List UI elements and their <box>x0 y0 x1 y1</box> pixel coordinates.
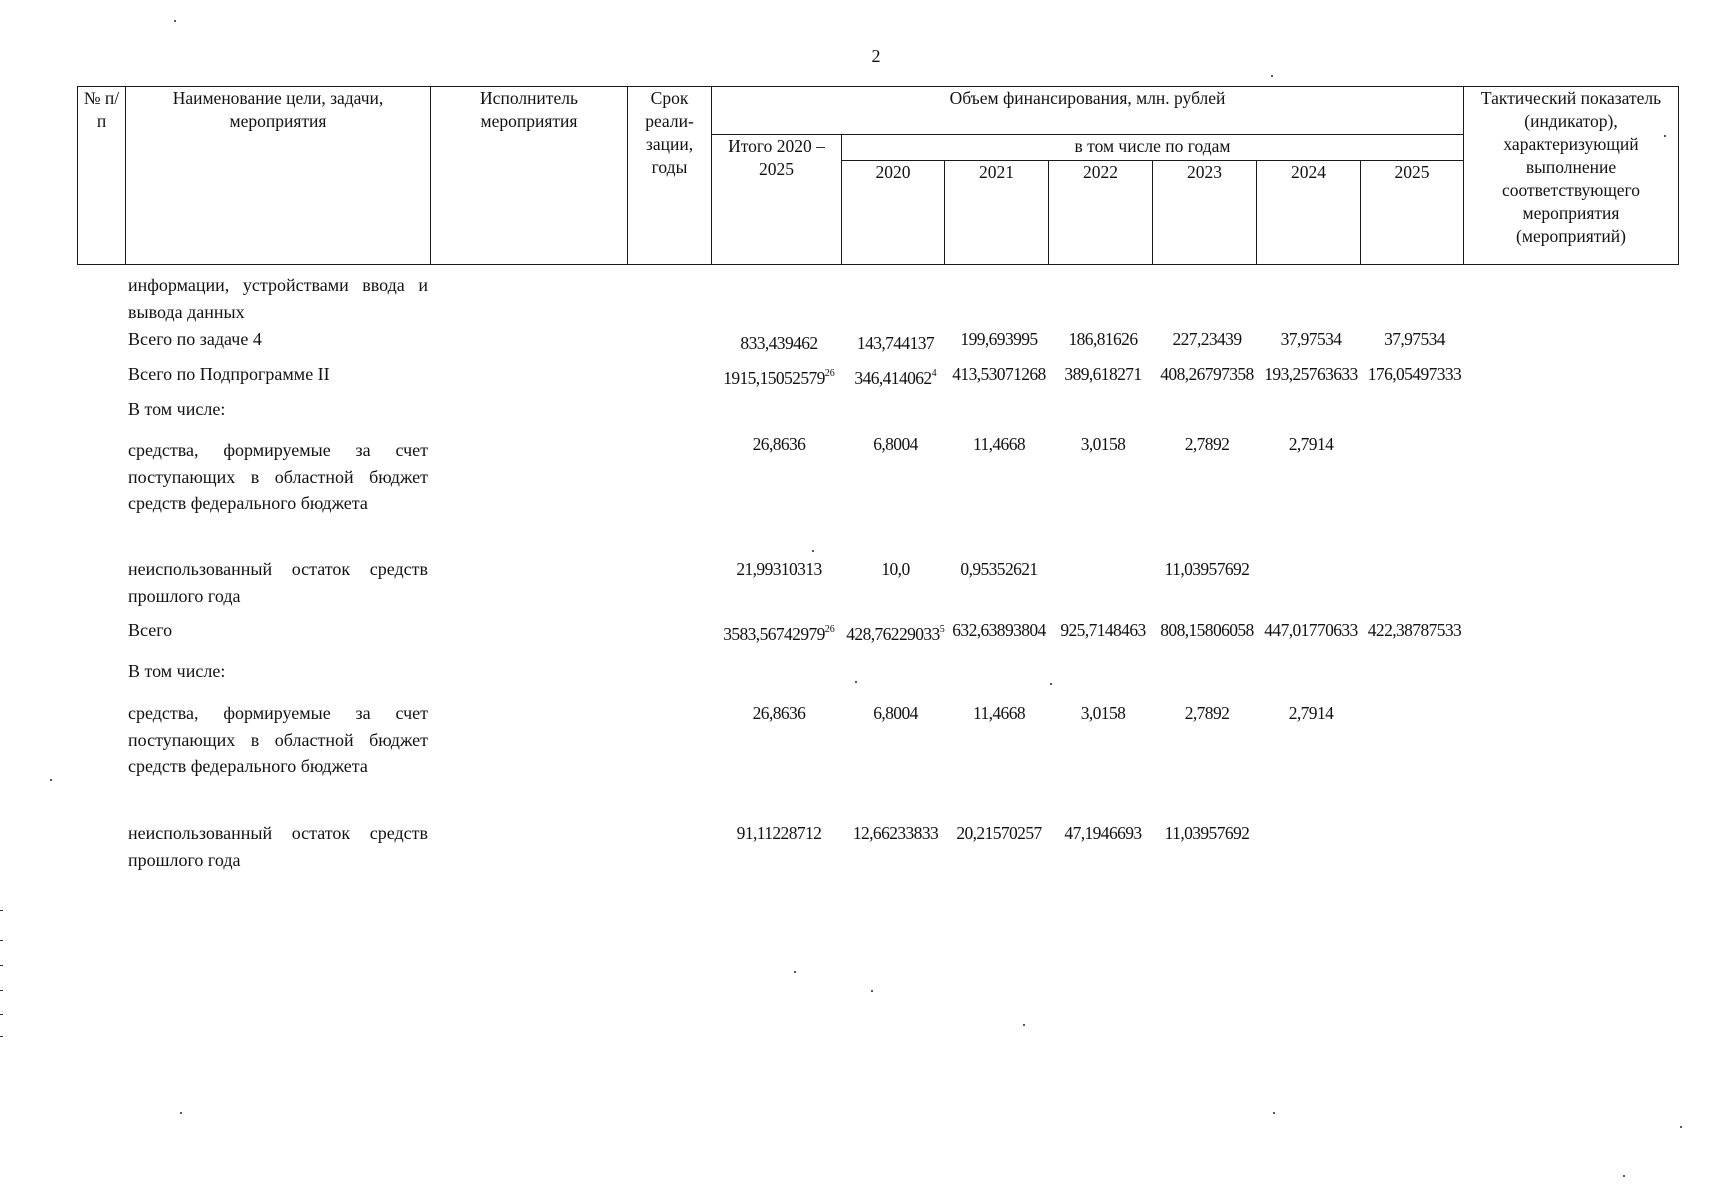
row-value-2022: 47,1946693 <box>1064 823 1142 843</box>
row-label: В том числе: <box>128 399 226 419</box>
row-label: неиспользованный остаток средств прошлого года <box>128 823 428 870</box>
header-year-2020: 2020 <box>842 161 945 265</box>
scan-speck <box>180 1112 182 1114</box>
row-value-2025: 37,97534 <box>1384 329 1445 349</box>
header-year-2021: 2021 <box>945 161 1049 265</box>
header-year-2023: 2023 <box>1153 161 1257 265</box>
row-value-total: 3583,56742979$^{26}$ <box>723 624 835 644</box>
row-label: В том числе: <box>128 661 226 681</box>
scan-edge-mark <box>0 940 3 941</box>
row-label: Всего <box>128 620 173 640</box>
scan-edge-mark <box>0 990 3 991</box>
row-value-2025: 176,05497333 <box>1367 364 1462 384</box>
header-col-indicator: Тактический показатель (индикатор), характеризующий выполнение соответствующего мероприятия (мероприятий) <box>1464 87 1679 265</box>
scan-edge-mark <box>0 965 3 966</box>
scan-edge-mark <box>0 1036 3 1037</box>
scan-speck <box>1664 135 1666 137</box>
header-year-2025: 2025 <box>1361 161 1464 265</box>
row-value-2020: 6,8004 <box>873 703 918 723</box>
scan-speck <box>1680 1126 1682 1128</box>
row-value-2023: 2,7892 <box>1184 434 1230 454</box>
row-label: средства, формируемые за счет поступающих в областной бюджет средств федерального бюджета <box>128 440 428 513</box>
header-col-term: Срок реали-зации, годы <box>628 87 712 265</box>
scan-speck <box>1023 1024 1025 1026</box>
header-col-name: Наименование цели, задачи, мероприятия <box>126 87 431 265</box>
row-value-2020: 143,744137 <box>856 333 935 353</box>
row-label: Всего по задаче 4 <box>128 329 262 349</box>
row-value-total: 26,8636 <box>752 703 806 723</box>
header-col-total: Итого 2020 – 2025 <box>712 135 842 265</box>
row-label: информации, устройствами ввода и вывода данных <box>128 275 428 322</box>
row-value-2024: 37,97534 <box>1280 329 1342 349</box>
row-value-2021: 199,693995 <box>960 329 1038 349</box>
scan-speck <box>1623 1175 1625 1177</box>
header-year-2024: 2024 <box>1257 161 1361 265</box>
scan-speck <box>1273 1112 1275 1114</box>
scan-speck <box>794 971 796 973</box>
row-value-2021: 413,53071268 <box>952 364 1046 384</box>
row-value-2022: 925,7148463 <box>1060 620 1146 640</box>
row-value-2023: 408,26797358 <box>1160 364 1254 384</box>
scan-speck <box>855 681 857 683</box>
row-value-2024: 447,01770633 <box>1264 620 1358 640</box>
page-number: 2 <box>871 46 881 66</box>
header-col-funding: Объем финансирования, млн. рублей <box>712 87 1464 135</box>
scan-speck <box>50 779 52 781</box>
row-label: неиспользованный остаток средств прошлого года <box>128 559 428 606</box>
row-label: средства, формируемые за счет поступающих в областной бюджет средств федерального бюджета <box>128 703 428 776</box>
row-value-total: 26,8636 <box>752 434 806 454</box>
row-value-2024: 2,7914 <box>1288 434 1334 454</box>
row-value-2023: 2,7892 <box>1184 703 1230 723</box>
scan-speck <box>1271 75 1273 77</box>
row-value-2021: 632,63893804 <box>952 620 1046 640</box>
row-value-2021: 11,4668 <box>972 434 1026 454</box>
scan-edge-mark <box>0 1014 3 1015</box>
scan-speck <box>871 990 873 992</box>
scan-edge-mark <box>0 910 3 911</box>
row-value-2023: 227,23439 <box>1172 329 1242 349</box>
header-col-executor: Исполнитель мероприятия <box>431 87 628 265</box>
row-value-2023: 808,15806058 <box>1160 620 1254 640</box>
scan-speck <box>812 550 814 552</box>
row-value-2025: 422,38787533 <box>1367 620 1462 640</box>
row-value-2020: 346,414062$^4$ <box>854 368 937 388</box>
row-value-total: 91,11228712 <box>736 823 822 843</box>
row-value-2020: 12,66233833 <box>852 823 939 843</box>
row-value-total: 833,439462 <box>740 333 818 353</box>
row-value-2022: 186,81626 <box>1068 329 1138 349</box>
row-value-2022: 389,618271 <box>1064 364 1142 384</box>
row-value-2022: 3,0158 <box>1080 434 1126 454</box>
row-value-total: 21,99310313 <box>736 559 822 579</box>
scan-speck <box>174 20 176 22</box>
row-value-2021: 11,4668 <box>972 703 1026 723</box>
row-value-2020: 6,8004 <box>873 434 918 454</box>
row-value-2023: 11,03957692 <box>1164 559 1250 579</box>
row-value-total: 1915,15052579$^{26}$ <box>723 368 835 388</box>
row-value-2021: 0,95352621 <box>960 559 1038 579</box>
row-value-2024: 2,7914 <box>1288 703 1334 723</box>
row-value-2020: 10,0 <box>881 559 910 579</box>
header-year-2022: 2022 <box>1049 161 1153 265</box>
row-value-2020: 428,76229033$^5$ <box>846 624 945 644</box>
header-col-by-years: в том числе по годам <box>842 135 1464 161</box>
row-value-2023: 11,03957692 <box>1164 823 1250 843</box>
row-value-2022: 3,0158 <box>1080 703 1126 723</box>
header-col-number: № п/п <box>78 87 126 265</box>
scan-speck <box>1050 683 1052 685</box>
row-label: Всего по Подпрограмме II <box>128 364 330 384</box>
row-value-2021: 20,21570257 <box>956 823 1042 843</box>
table-header <box>77 86 1679 265</box>
row-value-2024: 193,25763633 <box>1264 364 1358 384</box>
